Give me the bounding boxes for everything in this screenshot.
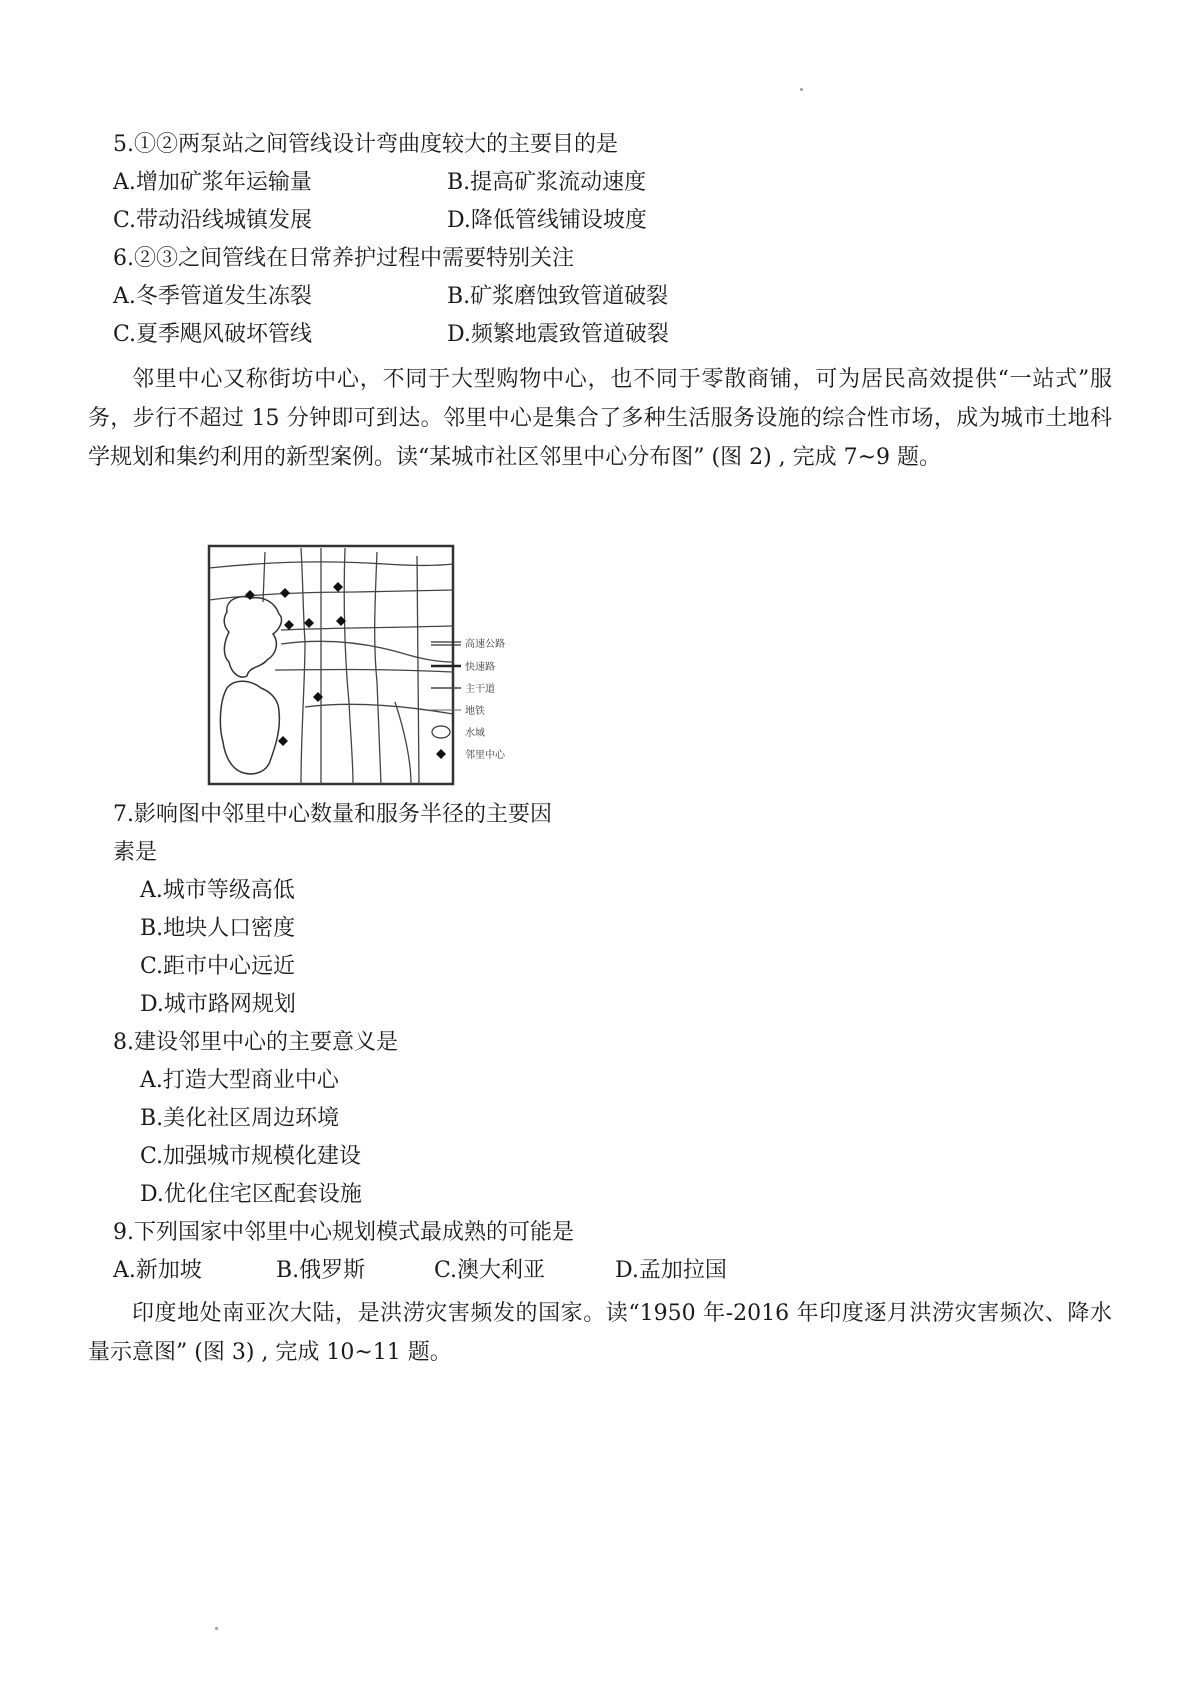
q9-option-a: A.新加坡: [113, 1258, 202, 1283]
neighborhood-center-marker: [284, 620, 294, 630]
legend-main-road: [431, 682, 495, 695]
neighborhood-center-marker: [280, 588, 290, 598]
roads: [209, 548, 453, 784]
q5-option-d: D.降低管线铺设坡度: [447, 208, 647, 233]
q7-stem-line2: 素是: [113, 840, 158, 865]
q5-stem: 5.①②两泵站之间管线设计弯曲度较大的主要目的是: [113, 132, 618, 157]
q6-stem: 6.②③之间管线在日常养护过程中需要特别关注: [113, 246, 574, 271]
map-frame: [209, 546, 453, 784]
map-svg: [205, 542, 565, 792]
legend-label-main-road: 主干道: [465, 684, 495, 695]
q8-option-b: B.美化社区周边环境: [140, 1106, 340, 1131]
q6-option-c: C.夏季飓风破坏管线: [113, 322, 313, 347]
legend-label-fast-road: 快速路: [465, 662, 495, 673]
passage-neighborhood-center: 邻里中心又称街坊中心，不同于大型购物中心，也不同于零散商铺，可为居民高效提供“一站式”服务，步行不超过 15 分钟即可到达。邻里中心是集合了多种生活服务设施的综合性市场，成为城市土地科学规划和集约利用的新型案例。读“某城市社区邻里中心分布图” (图 2) , 完成 7~9 题。: [88, 367, 1112, 470]
q7-option-c: C.距市中心远近: [140, 954, 296, 979]
q9-stem: 9.下列国家中邻里中心规划模式最成熟的可能是: [113, 1220, 574, 1245]
q6-option-b: B.矿浆磨蚀致管道破裂: [447, 284, 669, 309]
speck: [215, 1627, 218, 1630]
q7-option-b: B.地块人口密度: [140, 916, 296, 941]
water-bodies: [220, 597, 281, 774]
q5-option-a: A.增加矿浆年运输量: [113, 170, 312, 195]
speck: [800, 88, 803, 91]
q8-option-d: D.优化住宅区配套设施: [140, 1182, 362, 1207]
q9-option-c: C.澳大利亚: [434, 1258, 546, 1283]
legend-subway: [431, 704, 485, 717]
q9-option-b: B.俄罗斯: [276, 1258, 366, 1283]
q6-option-a: A.冬季管道发生冻裂: [113, 284, 312, 309]
q9-option-d: D.孟加拉国: [615, 1258, 727, 1283]
q8-stem: 8.建设邻里中心的主要意义是: [113, 1030, 398, 1055]
map-legend: [431, 637, 506, 761]
neighborhood-center-markers: [245, 582, 346, 746]
neighborhood-center-marker: [278, 736, 288, 746]
q8-option-a: A.打造大型商业中心: [140, 1068, 339, 1093]
legend-neighborhood-center: [436, 748, 506, 761]
legend-label-water: 水域: [465, 728, 485, 739]
legend-label-neighborhood-center: 邻里中心: [465, 750, 505, 761]
q8-option-c: C.加强城市规模化建设: [140, 1144, 362, 1169]
q7-stem-line1: 7.影响图中邻里中心数量和服务半径的主要因: [113, 802, 552, 827]
neighborhood-center-marker: [333, 582, 343, 592]
legend-water: [432, 726, 485, 739]
passage-india-floods: 印度地处南亚次大陆，是洪涝灾害频发的国家。读“1950 年-2016 年印度逐月洪涝灾害频次、降水量示意图” (图 3) , 完成 10~11 题。: [88, 1301, 1112, 1365]
neighborhood-center-map: [205, 542, 565, 792]
legend-expressway: [431, 637, 505, 650]
q7-option-d: D.城市路网规划: [140, 992, 296, 1017]
legend-label-expressway: 高速公路: [465, 639, 505, 650]
neighborhood-center-marker: [245, 590, 255, 600]
neighborhood-center-marker: [304, 618, 314, 628]
q5-option-b: B.提高矿浆流动速度: [447, 170, 647, 195]
q7-option-a: A.城市等级高低: [140, 878, 295, 903]
q5-option-c: C.带动沿线城镇发展: [113, 208, 313, 233]
legend-label-subway: 地铁: [465, 706, 485, 717]
q6-option-d: D.频繁地震致管道破裂: [447, 322, 669, 347]
